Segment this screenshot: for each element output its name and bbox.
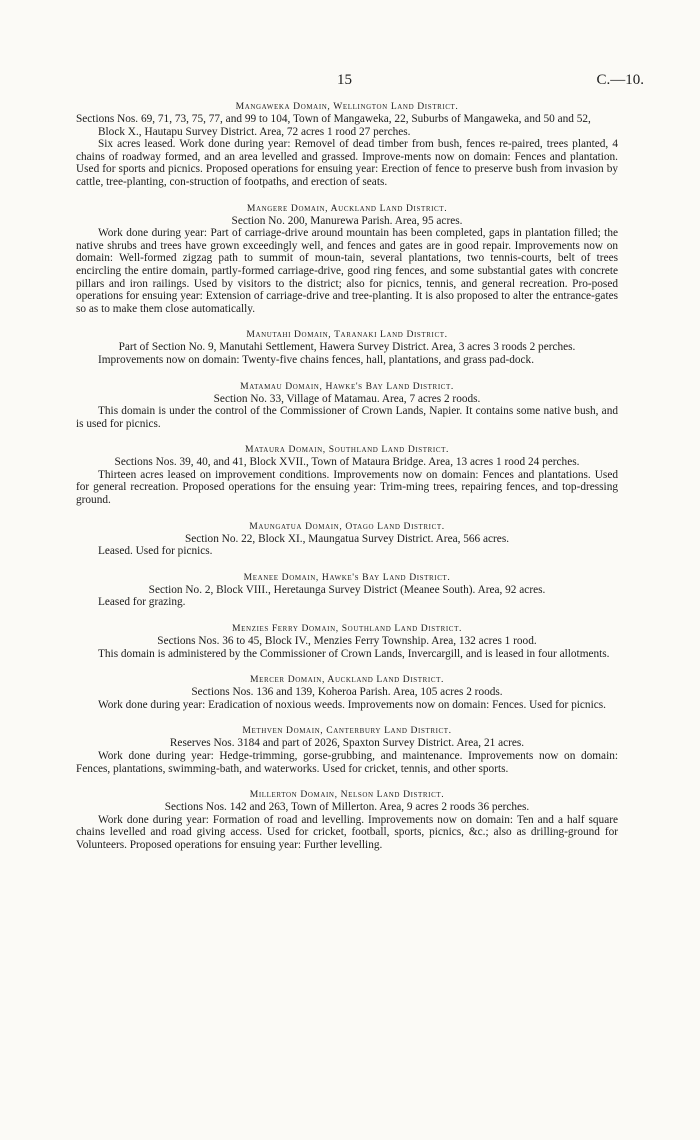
domain-location: Section No. 2, Block VIII., Heretaunga Survey District (Meanee South). Area, 92 acres. xyxy=(148,583,546,596)
domain-heading: Meanee Domain, Hawke's Bay Land District. xyxy=(243,571,451,583)
domain-entry xyxy=(76,623,618,660)
domain-location: Sections Nos. 36 to 45, Block IV., Menzies Ferry Township. Area, 132 acres 1 rood. xyxy=(157,635,537,648)
domain-heading: Mangere Domain, Auckland Land District. xyxy=(246,202,448,214)
domain-description: This domain is administered by the Commissioner of Crown Lands, Invercargill, and is leased in four allotments. xyxy=(98,647,610,660)
domain-description: Work done during year: Formation of road and levelling. Improvements now on domain: Ten and a half square chains levelled and road giving access. Used for cricket, football, sports, picnics, &c.; also as drilling-ground for Volunteers. Proposed operations for ensuing year: Further levelling. xyxy=(76,813,618,851)
domain-location: Sections Nos. 69, 71, 73, 75, 77, and 99 to 104, Town of Mangaweka, 22, Suburbs of Mangaweka, and 50 and 52, Block X., Hautapu Survey District. Area, 72 acres 1 rood 27 perches. xyxy=(76,113,591,138)
domain-location: Sections Nos. 136 and 139, Koheroa Parish. Area, 105 acres 2 roods. xyxy=(191,686,503,699)
domain-heading: Millerton Domain, Nelson Land District. xyxy=(249,789,445,801)
domain-location: Section No. 22, Block XI., Maungatua Survey District. Area, 566 acres. xyxy=(184,532,510,545)
domain-description: Leased. Used for picnics. xyxy=(98,545,213,558)
domain-description: Six acres leased. Work done during year: Removel of dead timber from bush, fences re-paired, trees planted, 4 chains of roadway formed, and an area levelled and grassed. Improve-ments now on domain: Fences and plantation. Used for sports and picnics. Proposed operations for ensuing year: Erection of fence to preserve bush from invasion by cattle, tree-planting, con-struction of footpaths, and erection of seats. xyxy=(76,138,618,188)
domain-entry xyxy=(76,521,618,558)
document-reference: C.—10. xyxy=(596,72,644,88)
domain-entry xyxy=(76,572,618,609)
domain-description: Work done during year: Hedge-trimming, gorse-grubbing, and maintenance. Improvements now on domain: Fences, plantations, swimming-bath, and waterworks. Used for cricket, tennis, and other sports. xyxy=(76,750,618,775)
domain-location: Reserves Nos. 3184 and part of 2026, Spaxton Survey District. Area, 21 acres. xyxy=(169,737,525,750)
page-number: 15 xyxy=(337,72,352,88)
domain-location: Section No. 200, Manurewa Parish. Area, 95 acres. xyxy=(231,214,463,227)
domain-location: Sections Nos. 142 and 263, Town of Millerton. Area, 9 acres 2 roods 36 perches. xyxy=(164,801,530,814)
domain-heading: Matamau Domain, Hawke's Bay Land District. xyxy=(240,380,454,392)
domain-location: Section No. 33, Village of Matamau. Area, 7 acres 2 roods. xyxy=(213,392,481,405)
domain-location: Sections Nos. 39, 40, and 41, Block XVII., Town of Mataura Bridge. Area, 13 acres 1 rood 24 perches. xyxy=(114,456,580,469)
domain-heading: Mangaweka Domain, Wellington Land District. xyxy=(235,101,459,112)
domain-entry xyxy=(76,203,618,316)
domain-entry xyxy=(76,381,618,431)
domain-location: Part of Section No. 9, Manutahi Settlement, Hawera Survey District. Area, 3 acres 3 roods 2 perches. xyxy=(118,341,576,354)
domain-description: Leased for grazing. xyxy=(98,596,186,609)
domain-entry xyxy=(76,444,618,506)
domain-description: Work done during year: Part of carriage-drive around mountain has been completed, gaps in plantation filled; the native shrubs and trees have grown exceedingly well, and fences and gates are in good repair. Improvements now on domain: Well-formed zigzag path to summit of moun-tain, several plantations, two tennis-courts, belt of trees encircling the entire domain, partly-formed carriage-drive, good ring fences, and some substantial gates with concrete pillars and iron railings. Used by visitors to the district; also for picnics, tennis, and general recreation. Pro-posed operations for ensuing year: Extension of carriage-drive and tree-planting. It is also proposed to alter the entrance-gates so as to make them close automatically. xyxy=(76,227,618,315)
domain-entry xyxy=(76,101,618,189)
domain-heading: Mataura Domain, Southland Land District. xyxy=(244,444,450,456)
domain-heading: Mercer Domain, Auckland Land District. xyxy=(250,674,444,686)
page-body xyxy=(76,101,618,866)
domain-description: This domain is under the control of the Commissioner of Crown Lands, Napier. It contains some native bush, and is used for picnics. xyxy=(76,405,618,430)
domain-description: Improvements now on domain: Twenty-five chains fences, hall, plantations, and grass pad-dock. xyxy=(98,353,535,366)
domain-heading: Maungatua Domain, Otago Land District. xyxy=(249,520,445,532)
domain-description: Work done during year: Eradication of noxious weeds. Improvements now on domain: Fences. Used for picnics. xyxy=(98,698,606,711)
domain-entry xyxy=(76,674,618,711)
domain-heading: Manutahi Domain, Taranaki Land District. xyxy=(246,329,448,341)
domain-entry xyxy=(76,789,618,851)
domain-description: Thirteen acres leased on improvement conditions. Improvements now on domain: Fences and plantations. Used for general recreation. Proposed operations for the ensuing year: Trim-ming trees, repairing fences, and top-dressing ground. xyxy=(76,468,618,507)
domain-entry xyxy=(76,329,618,366)
domain-heading: Menzies Ferry Domain, Southland Land District. xyxy=(232,623,462,635)
domain-heading: Methven Domain, Canterbury Land District. xyxy=(242,725,452,737)
domain-entry xyxy=(76,725,618,775)
